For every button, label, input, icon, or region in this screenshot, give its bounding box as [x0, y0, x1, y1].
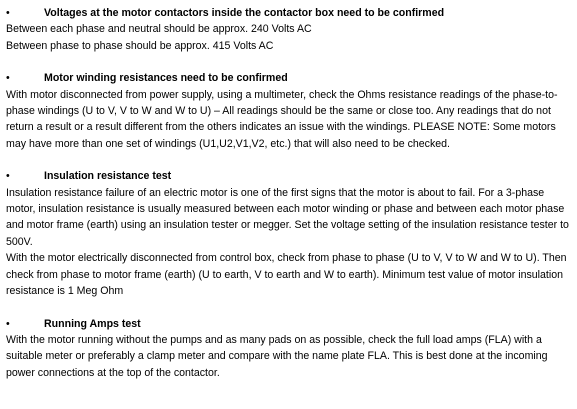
section-voltages: [6, 5, 573, 54]
section-paragraph: With the motor electrically disconnected from control box, check from phase to phase (U to V, V to W and W to U). Then check from phase to motor frame (earth) (U to earth, V to earth and W to earth). Minimum test value of motor insulation resistance is 1 Meg Ohm: [6, 252, 567, 297]
section-insulation-test: [6, 168, 573, 299]
section-heading-row: [6, 316, 573, 332]
bullet-icon: •: [6, 7, 10, 19]
section-paragraph: With the motor running without the pumps and as many pads on as possible, check the full load amps (FLA) with a suitable meter or preferably a clamp meter and compare with the name plate FLA. This is best done at the incoming power connections at the top of the contactor.: [6, 333, 548, 379]
bullet-icon: •: [6, 72, 10, 85]
section-heading: Motor winding resistances need to be confirmed: [44, 72, 288, 85]
bullet-icon: •: [6, 317, 10, 330]
bullet-icon: •: [6, 170, 10, 183]
section-heading-row: [6, 5, 573, 21]
section-heading-row: [6, 70, 573, 86]
section-winding-resistance: [6, 70, 573, 152]
section-heading-row: [6, 168, 573, 184]
section-running-amps: [6, 316, 573, 381]
section-heading: Insulation resistance test: [44, 170, 172, 183]
section-paragraph: Between phase to phase should be approx. 415 Volts AC: [6, 39, 274, 52]
section-paragraph: With motor disconnected from power supply, using a multimeter, check the Ohms resistance readings of the phase-to-phase windings (U to V, V to W and W to U) – All readings should be the same or close too. Any readings that do not return a result or a result different from the others indicates an issue with the windings. PLEASE NOTE: Some motors may have more than one set of windings (U1,U2,V1,V2, etc.) that will also need to be checked.: [6, 88, 558, 150]
section-heading: Running Amps test: [44, 317, 141, 330]
section-heading: Voltages at the motor contactors inside the contactor box need to be confirmed: [44, 7, 445, 19]
section-paragraph: Between each phase and neutral should be approx. 240 Volts AC: [6, 23, 312, 36]
section-paragraph: Insulation resistance failure of an electric motor is one of the first signs that the motor is about to fail. For a 3-phase motor, insulation resistance is usually measured between each motor winding or phase and between each motor phase and motor frame (earth) using an insulation tester or megger. Set the voltage setting of the insulation resistance tester to 500V.: [6, 186, 569, 248]
